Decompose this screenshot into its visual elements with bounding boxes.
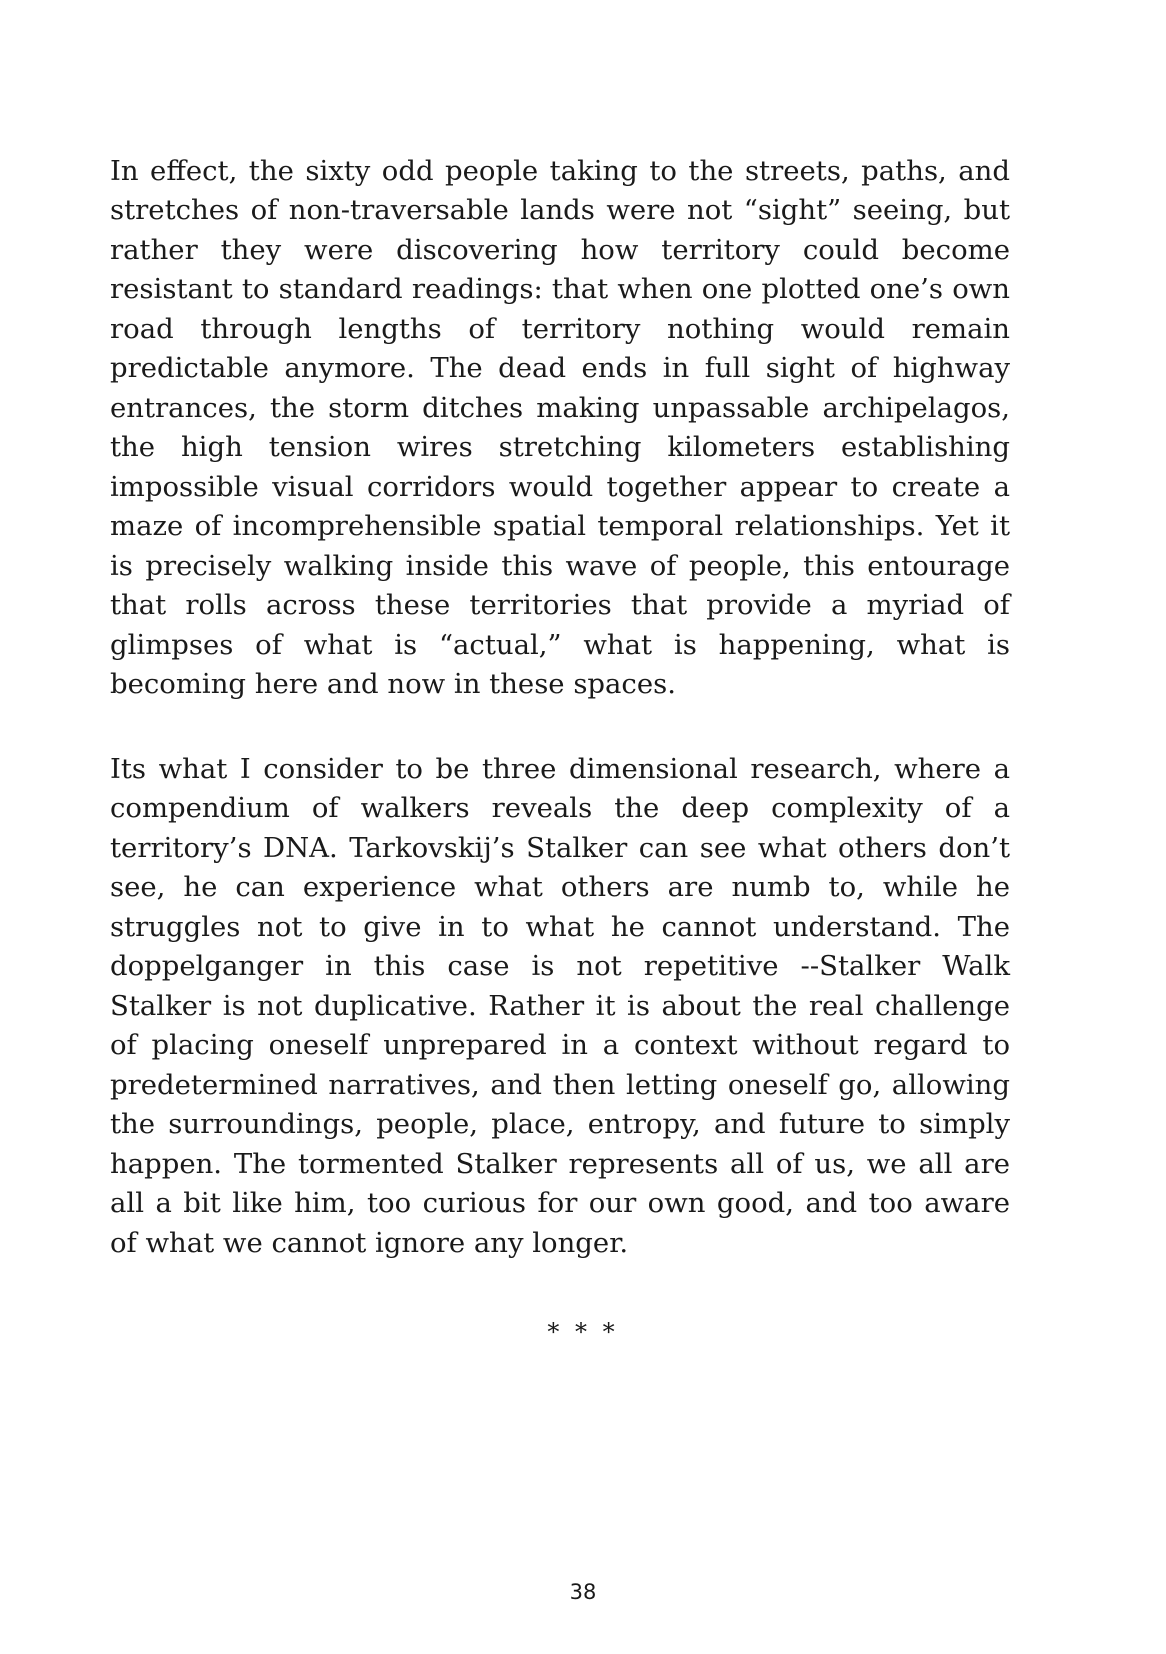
- paragraph-2: Its what I consider to be three dimensional research, where a compendium of walkers reveals the deep complexity of a territory’s DNA. Tarkovskij’s Stalker can see what others don’t see, he can experience what others are numb to, while he struggles not to give in to what he cannot understand. The doppelganger in this case is not repetitive --Stalker Walk Stalker is not duplicative. Rather it is about the real challenge of placing oneself unprepared in a context without regard to predetermined narratives, and then letting oneself go, allowing the surroundings, people, place, entropy, and future to simply happen. The tormented Stalker represents all of us, we all are all a bit like him, too curious for our own good, and too aware of what we cannot ignore any longer.: [110, 752, 1010, 1259]
- section-separator: * * *: [547, 1318, 619, 1346]
- page-number: 38: [569, 1580, 597, 1604]
- paragraph-1: In effect, the sixty odd people taking to the streets, paths, and stretches of non-traversable lands were not “sight” seeing, but rather they were discovering how territory could become resistant to standard readings: that when one plotted one’s own road through lengths of territory nothing would remain predictable anymore. The dead ends in full sight of highway entrances, the storm ditches making unpassable archipelagos, the high tension wires stretching kilometers establishing impossible visual corridors would together appear to create a maze of incomprehensible spatial temporal relationships. Yet it is precisely walking inside this wave of people, this entourage that rolls across these territories that provide a myriad of glimpses of what is “actual,” what is happening, what is becoming here and now in these spaces.: [110, 154, 1010, 700]
